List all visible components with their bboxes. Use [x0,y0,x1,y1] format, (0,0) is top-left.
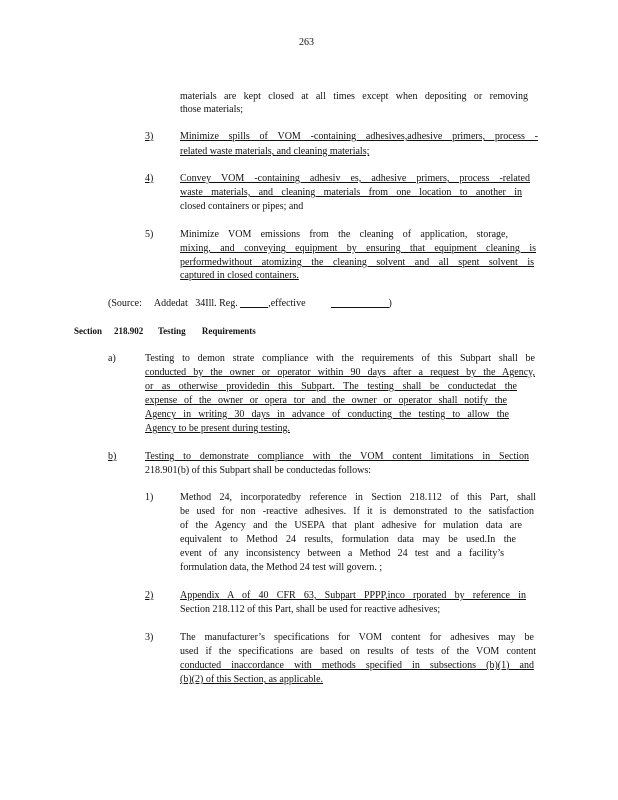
item-line: Convey VOM -containing adhesiv es, adhesive primers, process -related [180,173,530,184]
source-added: Addedat [153,298,188,309]
item-line: Appendix A of 40 CFR 63, Subpart PPPP,inco rporated by reference in [180,590,526,601]
reg-blank [240,297,268,308]
item-line: Minimize VOM emissions from the cleaning of application, storage, [180,229,508,240]
para-line: or as otherwise providedin this Subpart. The testing shall be conductedat the [145,381,517,392]
section-label: Section [74,326,102,336]
source-note [108,297,392,311]
section-number: 218.902 [114,326,144,336]
item-line: captured in closed containers. [180,270,299,281]
item-number: 3) [145,131,154,142]
item-number: 1) [145,492,154,503]
source-open: (Source: [108,298,142,309]
item-line: waste materials, and cleaning materials from one location to another in [180,187,522,198]
section-title: Testing Requirements [158,326,256,336]
item-line: closed containers or pipes; and [180,201,304,212]
item-line: related waste materials, and cleaning materials; [180,146,370,157]
item-number: 3) [145,632,154,643]
item-line: mixing, and conveying equipment by ensuring that equipment cleaning is [180,243,536,254]
para-line: Agency in writing 30 days in advance of conducting the testing to allow the [145,409,509,420]
item-number: 2) [145,590,154,601]
source-reg: 34Ill. Reg. [195,298,238,309]
para-line: Testing to demon strate compliance with the requirements of this Subpart shall be [145,353,535,364]
item-line: event of any inconsistency between a Method 24 test and a facility’s [180,548,504,559]
item-line: used if the specifications are based on results of tests of the VOM content [180,646,536,657]
para-number: b) [108,451,117,462]
item-line: of the Agency and the USEPA that plant adhesive for mulation data are [180,520,522,531]
item-line: formulation data, the Method 24 test will govern. ; [180,562,383,573]
item-number: 5) [145,229,154,240]
item-line: Minimize spills of VOM -containing adhesives,adhesive primers, process - [180,131,538,142]
item-line: equivalent to Method 24 results, formulation data may be used.In the [180,534,516,545]
item-line: Method 24, incorporatedby reference in Section 218.112 of this Part, shall [180,492,536,503]
item-line: Section 218.112 of this Part, shall be used for reactive adhesives; [180,604,441,615]
page-number: 263 [299,37,314,48]
para-line: 218.901(b) of this Subpart shall be conductedas follows: [145,465,372,476]
para-number: a) [108,353,116,364]
intro-line: those materials; [180,104,244,115]
para-line: conducted by the owner or operator within 90 days after a request by the Agency, [145,367,535,378]
effective-blank [331,297,389,308]
intro-line: materials are kept closed at all times except when depositing or removing [180,91,528,102]
item-line: The manufacturer’s specifications for VOM content for adhesives may be [180,632,534,643]
item-line: (b)(2) of this Section, as applicable. [180,674,324,685]
para-line: Testing to demonstrate compliance with the VOM content limitations in Section [145,451,529,462]
item-line: be used for non -reactive adhesives. If it is demonstrated to the satisfaction [180,506,534,517]
source-close: ) [388,298,392,309]
item-line: performedwithout atomizing the cleaning solvent and all spent solvent is [180,257,534,268]
para-line: Agency to be present during testing. [145,423,290,434]
item-number: 4) [145,173,154,184]
para-line: expense of the owner or opera tor and the owner or operator shall notify the [145,395,507,406]
source-effective: ,effective [268,298,306,309]
item-line: conducted inaccordance with methods specified in subsections (b)(1) and [180,660,534,671]
